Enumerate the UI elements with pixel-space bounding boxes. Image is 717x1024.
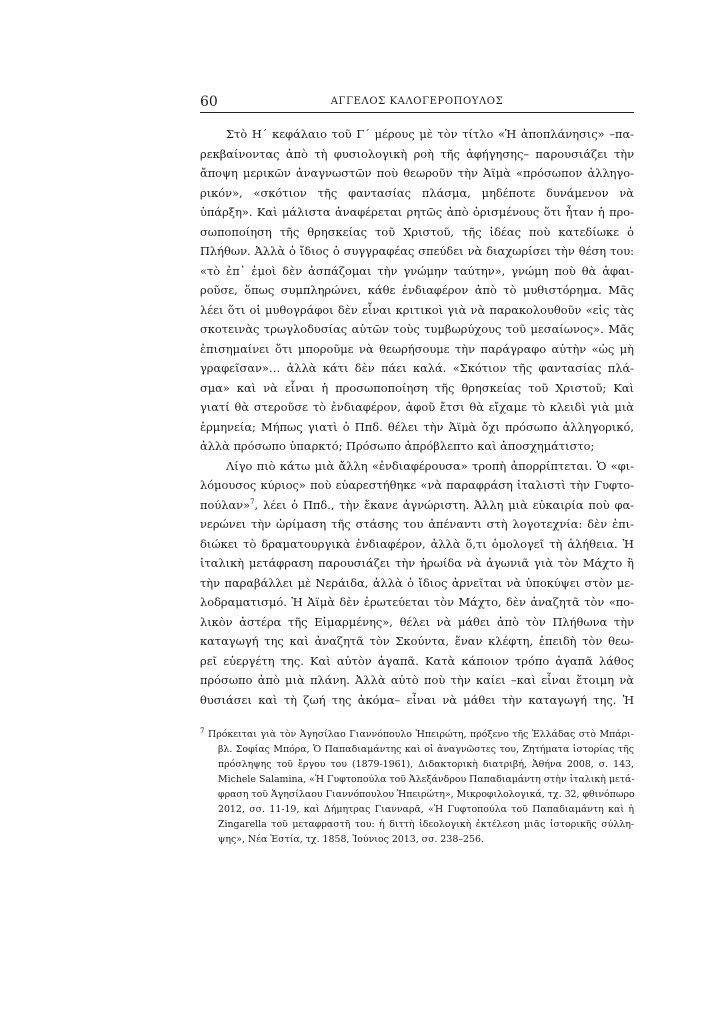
running-head: ΑΓΓΕΛΟΣ ΚΑΛΟΓΕΡΟΠΟΥΛΟΣ bbox=[330, 96, 504, 107]
body-line: λοδραματισμό. Ἡ Ἀϊμὰ δὲν ἐρωτεύεται τὸν Μάχτο, δὲν ἀναζητᾶ τὸν «πο- bbox=[200, 595, 634, 609]
body-line: ἐπισημαίνει ὅτι μποροῦμε νὰ θεωρήσουμε τὴν παράγραφο αὐτὴν «ὡς μὴ bbox=[200, 341, 634, 356]
body-line: «τὸ ἐπ᾿ ἐμοὶ δὲν ἀσπάζομαι τὴν γνώμην ταύτην», γνώμη ποὺ θὰ ἀφαι- bbox=[200, 263, 634, 278]
footnote-line: ψης», Νέα Ἑστία, τχ. 1858, Ἰούνιος 2013, σσ. 238–256. bbox=[218, 834, 484, 845]
body-line-middle: , λέει ὁ Ππδ., τὴν ἔκανε ἀγνώριστη. Ἀλλη μιὰ εὐκαιρία bbox=[254, 497, 584, 512]
footnote-line: βλ. Σοφίας Μπόρα, Ὁ Παπαδιαμάντης καὶ οἱ ἀναγνῶστες του, Ζητήματα ἱστορίας τῆς bbox=[218, 744, 634, 755]
body-line: Πλήθων. Ἀλλὰ ὁ ἴδιος ὁ συγγραφέας σπεύδει νὰ διαχωρίσει τὴν θέση του: bbox=[200, 244, 634, 258]
body-line: τὴν παραβάλλει μὲ Νεράιδα, ἀλλὰ ὁ ἴδιος ἀρνεῖται νὰ ὑποκύψει στὸν με- bbox=[200, 575, 634, 590]
body-line: ἄποψη μερικῶν ἀναγνωστῶν ποὺ θεωροῦν τὴν Ἀϊμὰ «πρόσωπον ἀλληγο- bbox=[200, 166, 634, 180]
body-line: λόμουσος κύριος» ποὺ εὐαρεστήθηκε «νὰ παραφράση ἰταλιστὶ τὴν Γυφτο- bbox=[200, 478, 634, 492]
body-line-start: πούλαν» bbox=[200, 497, 251, 512]
body-line: ρεῖ εὐεργέτη της. Καὶ αὐτὸν ἀγαπᾶ. Κατὰ κάποιον τρόπο ἀγαπᾶ λάθος bbox=[200, 653, 634, 668]
footnote-reference[interactable]: 7 bbox=[250, 497, 255, 506]
page-number: 60 bbox=[200, 94, 218, 110]
body-line: νερώνει τὴν ὡρίμαση τῆς στάσης του ἀπέναντι στὴ λογοτεχνία: δὲν ἐπι- bbox=[200, 517, 634, 531]
body-line: λικὸν ἀστέρα τῆς Εἱμαρμένης», θέλει νὰ μάθει ἀπὸ τὸν Πλήθωνα τὴν bbox=[200, 614, 634, 629]
footnote-line: πρόσληψης τοῦ ἔργου του (1879-1961), Διδακτορικὴ διατριβή, Ἀθήνα 2008, σ. 143, bbox=[218, 759, 634, 770]
body-text bbox=[200, 125, 634, 710]
footnote-marker: 7 bbox=[200, 726, 205, 735]
body-line: ἰταλικὴ μετάφραση παρουσιάζει τὴν ἡρωίδα νὰ ἀγωνιᾶ γιὰ τὸν Μάχτο ἢ bbox=[200, 556, 634, 570]
footnote-line: φραση τοῦ Ἀγησίλαου Γιαννόπουλου Ἠπειρώτη», Μικροφιλολογικά, τχ. 32, φθινόπωρο bbox=[218, 789, 635, 800]
body-line: σμα» καὶ νὰ εἶναι ἡ προσωποποίηση τῆς θρησκείας τοῦ Χριστοῦ; Καὶ bbox=[200, 380, 634, 395]
footnote-line bbox=[200, 727, 634, 742]
body-line: θυσιάσει καὶ τὴ ζωή της ἀκόμα– εἶναι νὰ μάθει τὴν καταγωγή της. Ἡ bbox=[200, 692, 634, 707]
body-line: διώκει τὸ δραματουργικὰ ἐνδιαφέρον, ἀλλὰ ὅ,τι ὁμολογεῖ τὴ ἀλήθεια. Ἡ bbox=[200, 536, 634, 551]
footnote-line: Zingarella τοῦ μεταφραστῆ του: ἡ διττὴ ἰδεολογικὴ ἐκτέλεση μιᾶς ἱστορικῆς σύλλη- bbox=[218, 819, 634, 830]
body-line-with-note bbox=[200, 496, 634, 516]
body-line: Λίγο πιὸ κάτω μιὰ ἄλλη «ἐνδιαφέρουσα» τροπὴ ἀπορρίπτεται. Ὁ «φι- bbox=[226, 458, 634, 473]
footnote-section bbox=[200, 727, 634, 847]
body-line: ροῦσε, ὅπως συμπληρώνει, κάθε ἐνδιαφέρον ἀπὸ τὸ μυθιστόρημα. Μᾶς bbox=[200, 283, 634, 297]
footnote-text: Πρόκειται γιὰ τὸν Ἀγησίλαο Γιαννόπουλο Ἠπειρώτη, πρόξενο τῆς Ἑλλάδας στὸ Μπάρι- bbox=[208, 729, 634, 740]
body-line: γραφεῖσαν»… ἀλλὰ κάτι δὲν πάει καλά. «Σκότιον τῆς φαντασίας πλά- bbox=[200, 361, 634, 375]
footnote-line: 2012, σσ. 11-19, καὶ Δήμητρας Γιανναρᾶ, «Ἡ Γυφτοπούλα τοῦ Παπαδιαμάντη καὶ ἡ bbox=[218, 804, 634, 815]
body-line: γιατί θὰ στεροῦσε τὸ ἐνδιαφέρον, ἀφοῦ ἔτσι θὰ εἴχαμε τὸ κλειδὶ γιὰ μιὰ bbox=[200, 400, 634, 414]
body-line: λέει ὅτι οἱ μυθογράφοι δὲν εἶναι κριτικοὶ γιὰ νὰ παρακολουθοῦν «εἰς τὰς bbox=[200, 302, 634, 317]
body-line-end: ποὺ φα- bbox=[588, 497, 635, 512]
footnote-line: Michele Salamina, «Ἡ Γυφτοπούλα τοῦ Ἀλεξάνδρου Παπαδιαμάντη στὴν ἰταλικὴ μετά- bbox=[218, 774, 635, 785]
page-header bbox=[200, 94, 634, 113]
body-line: ἑρμηνεία; Μήπως γιατὶ ὁ Ππδ. θέλει τὴν Ἀϊμὰ ὄχι πρόσωπο ἀλληγορικό, bbox=[200, 419, 634, 434]
body-line: ρικόν», «σκότιον τῆς φαντασίας πλάσμα, μηδέποτε δυνάμενον νὰ bbox=[200, 185, 634, 200]
body-line: ρεκβαίνοντας ἀπὸ τὴ φυσιολογικὴ ροὴ τῆς ἀφήγησης– παρουσιάζει τὴν bbox=[200, 146, 634, 161]
body-line: σκοτεινὰς τρωγλοδυσίας αὐτῶν τοὺς τυμβωρύχους τοῦ μεσαίωνος». Μᾶς bbox=[200, 322, 634, 336]
body-line: ὑπάρξη». Καὶ μάλιστα ἀναφέρεται ρητῶς ἀπὸ ὁρισμένους ὅτι ἦταν ἡ προ- bbox=[200, 205, 634, 219]
body-line: σωποποίηση τῆς θρησκείας τοῦ Χριστοῦ, τῆς ἰδέας ποὺ κατεδίωκε ὁ bbox=[200, 224, 634, 239]
body-line: Στὸ Η΄ κεφάλαιο τοῦ Γ΄ μέρους μὲ τὸν τίτλο «Ἡ ἀποπλάνησις» –πα- bbox=[226, 127, 634, 141]
body-line: πρόσωπο ἀπὸ μιὰ πλάνη. Ἀλλὰ αὐτὸ ποὺ τὴν καίει –καὶ εἶναι ἕτοιμη νὰ bbox=[200, 673, 634, 687]
body-line: ἀλλὰ πρόσωπο ὑπαρκτό; Πρόσωπο ἀπρόβλεπτο καὶ ἀποσχημάτιστο; bbox=[200, 439, 595, 453]
body-line: καταγωγή της καὶ ἀναζητᾶ τὸν Σκούντα, ἕναν κλέφτη, ἐπειδὴ τὸν θεω- bbox=[200, 634, 634, 648]
